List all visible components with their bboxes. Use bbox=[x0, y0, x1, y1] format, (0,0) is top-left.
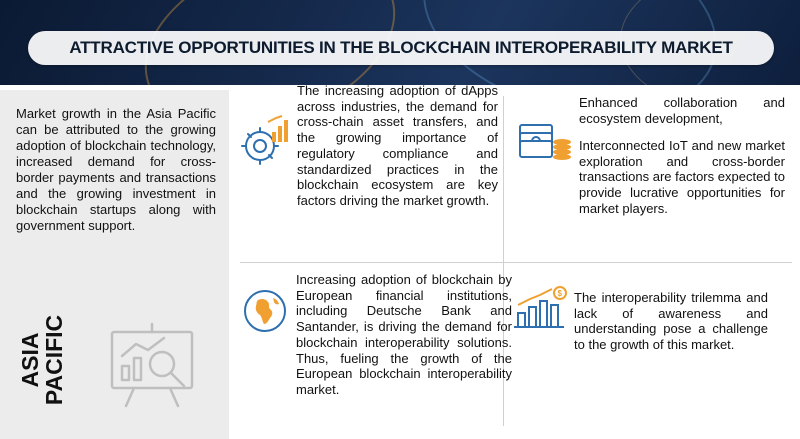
title-pill bbox=[28, 31, 774, 65]
collaboration-card-text-1: Enhanced collaboration and ecosystem development, bbox=[579, 95, 785, 126]
money-coins-icon bbox=[516, 117, 574, 165]
trilemma-card-text: The interoperability trilemma and lack of awareness and understanding pose a challenge to the growth of this market. bbox=[574, 290, 768, 353]
bar-chart-dollar-icon bbox=[512, 285, 570, 331]
header-banner bbox=[0, 0, 800, 85]
presentation-chart-search-icon bbox=[104, 318, 200, 414]
europe-card-text: Increasing adoption of blockchain by European financial institutions, including Deutsche Bank and Santander, is driving the demand for blockchain interoperability solutions. Thus, fueling the growth of the European blockchain interoperability market. bbox=[296, 272, 512, 397]
asia-pacific-description: Market growth in the Asia Pacific can be attributed to the growing adoption of blockchain technology, increased demand for cross-border payments and transactions and the growing investment in blockchain startups along with government support. bbox=[16, 106, 216, 233]
dapps-card-text: The increasing adoption of dApps across industries, the demand for cross-chain asset transfers, and the growing importance of regulatory compliance and standardized practices in the blockchain ecosystem are key factors driving the market growth. bbox=[297, 83, 498, 208]
region-label bbox=[18, 310, 118, 410]
region-label-line2: PACIFIC bbox=[41, 314, 67, 406]
row-divider bbox=[240, 262, 792, 263]
analytics-gear-icon bbox=[238, 112, 296, 170]
svg-text:$: $ bbox=[557, 289, 562, 298]
globe-icon bbox=[240, 286, 290, 336]
collaboration-card-text-2: Interconnected IoT and new market exploration and cross-border transactions are factors expected to provide lucrative opportunities for market players. bbox=[579, 138, 785, 216]
region-label-line1: ASIA bbox=[17, 332, 43, 388]
page-title: ATTRACTIVE OPPORTUNITIES IN THE BLOCKCHAIN INTEROPERABILITY MARKET bbox=[69, 38, 733, 57]
asia-pacific-panel bbox=[0, 90, 229, 439]
